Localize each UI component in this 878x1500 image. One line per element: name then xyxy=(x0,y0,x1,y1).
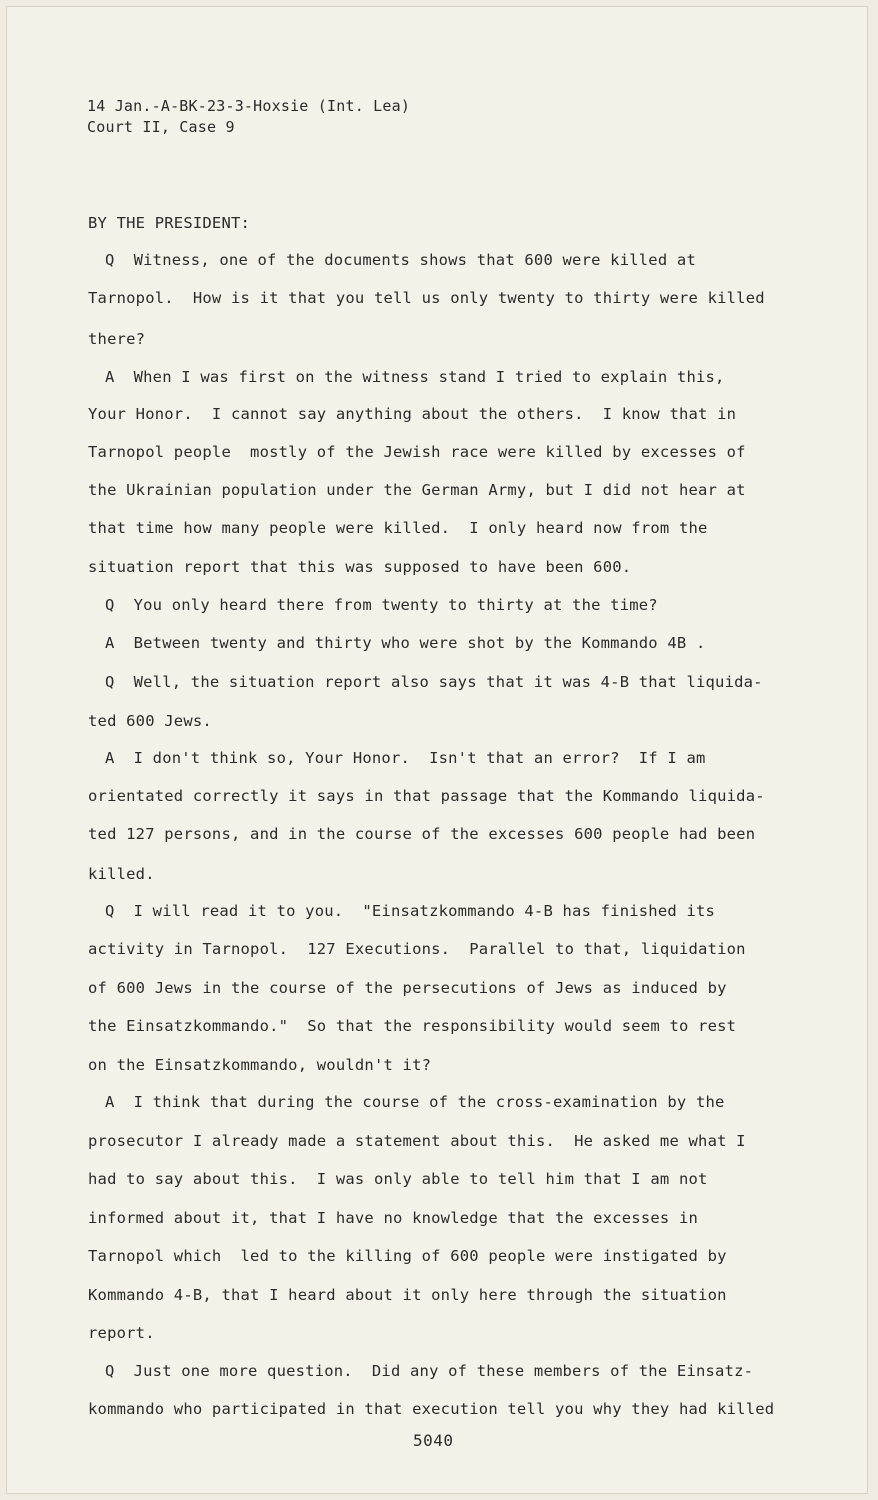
header-line-1: 14 Jan.-A-BK-23-3-Hoxsie (Int. Lea) xyxy=(87,97,411,115)
transcript-line: of 600 Jews in the course of the persecutions of Jews as induced by xyxy=(88,979,727,997)
transcript-line: A I think that during the course of the cross-examination by the xyxy=(105,1093,725,1111)
transcript-line: Q Just one more question. Did any of these members of the Einsatz- xyxy=(105,1362,754,1380)
transcript-line: that time how many people were killed. I only heard now from the xyxy=(88,519,708,537)
transcript-line: Q Witness, one of the documents shows that 600 were killed at xyxy=(105,251,696,269)
header-line-2: Court II, Case 9 xyxy=(87,118,235,136)
transcript-line: ted 127 persons, and in the course of the excesses 600 people had been xyxy=(88,825,756,843)
transcript-line: the Einsatzkommando." So that the responsibility would seem to rest xyxy=(88,1017,737,1035)
section-heading: BY THE PRESIDENT: xyxy=(88,214,251,232)
transcript-line: orientated correctly it says in that passage that the Kommando liquida- xyxy=(88,787,765,805)
transcript-line: Q I will read it to you. "Einsatzkommando 4-B has finished its xyxy=(105,902,716,920)
transcript-line: prosecutor I already made a statement about this. He asked me what I xyxy=(88,1132,746,1150)
transcript-line: Tarnopol which led to the killing of 600 people were instigated by xyxy=(88,1247,727,1265)
transcript-line: A I don't think so, Your Honor. Isn't that an error? If I am xyxy=(105,749,706,767)
transcript-line: on the Einsatzkommando, wouldn't it? xyxy=(88,1056,432,1074)
transcript-line: Q Well, the situation report also says that it was 4-B that liquida- xyxy=(105,673,763,691)
transcript-line: A Between twenty and thirty who were shot by the Kommando 4B . xyxy=(105,634,706,652)
transcript-line: report. xyxy=(88,1324,155,1342)
transcript-line: situation report that this was supposed to have been 600. xyxy=(88,558,632,576)
transcript-line: Q You only heard there from twenty to thirty at the time? xyxy=(105,596,658,614)
transcript-line: there? xyxy=(88,330,146,348)
transcript-line: Tarnopol people mostly of the Jewish race were killed by excesses of xyxy=(88,443,746,461)
transcript-line: ted 600 Jews. xyxy=(88,712,212,730)
transcript-line: A When I was first on the witness stand I tried to explain this, xyxy=(105,368,725,386)
transcript-line: Kommando 4-B, that I heard about it only here through the situation xyxy=(88,1286,727,1304)
transcript-line: had to say about this. I was only able to tell him that I am not xyxy=(88,1170,708,1188)
transcript-line: killed. xyxy=(88,865,155,883)
transcript-line: kommando who participated in that execution tell you why they had killed xyxy=(88,1400,775,1418)
transcript-line: Tarnopol. How is it that you tell us only twenty to thirty were killed xyxy=(88,289,765,307)
transcript-line: the Ukrainian population under the German Army, but I did not hear at xyxy=(88,481,746,499)
transcript-line: Your Honor. I cannot say anything about the others. I know that in xyxy=(88,405,737,423)
page-number: 5040 xyxy=(413,1431,454,1450)
transcript-line: activity in Tarnopol. 127 Executions. Parallel to that, liquidation xyxy=(88,940,746,958)
transcript-line: informed about it, that I have no knowledge that the excesses in xyxy=(88,1209,699,1227)
